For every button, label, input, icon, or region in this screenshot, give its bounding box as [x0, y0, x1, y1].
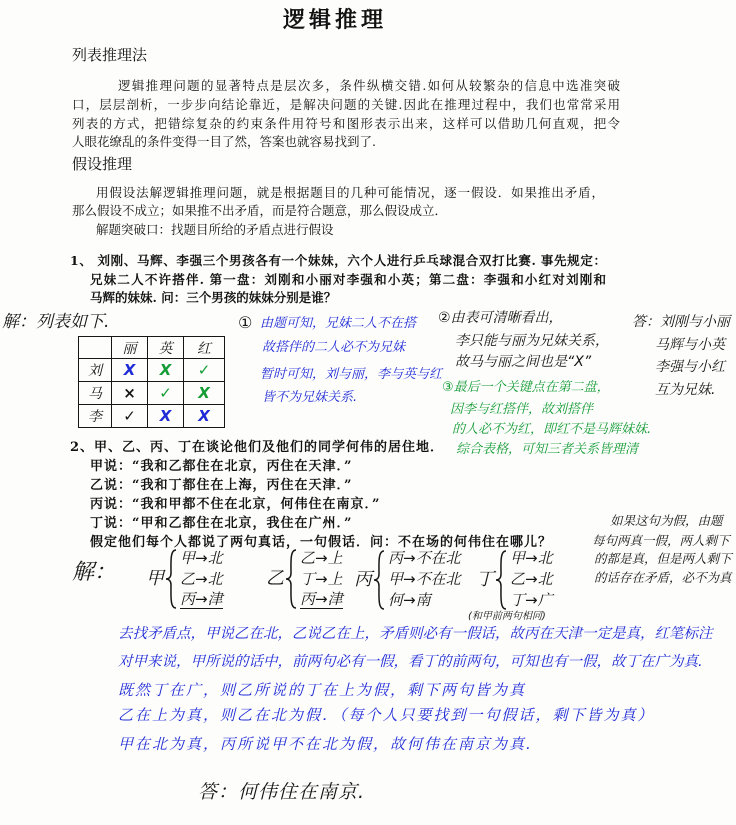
problem1-answer-line: 互为兄妹. [655, 382, 716, 398]
group-speaker: 丁 [476, 568, 494, 590]
note2-line: ②由表可清晰看出， [438, 310, 563, 326]
claim: 甲→不在北 [388, 570, 461, 588]
note1-line: 由题可知，兄妹二人不在搭 [260, 316, 417, 331]
group-speaker: 丙 [354, 568, 372, 590]
note1-marker: ① [238, 313, 253, 332]
table-mark: X [123, 361, 136, 379]
table-mark: ✓ [159, 384, 172, 402]
claim: 乙→上 [300, 549, 343, 567]
note1-line: 故搭伴的二人必不为兄妹 [262, 340, 406, 355]
table-column-header: 丽 [112, 337, 148, 359]
group-speaker: 乙 [266, 568, 284, 590]
claim-marked: 丙→津 [300, 590, 343, 608]
paragraph-line: 列表的方式，把错综复杂的约束条件用符号和图形表示出来，这样可以借助几何直观，把令 [72, 116, 620, 131]
paragraph-line: 人眼花缭乱的条件变得一目了然，答案也就容易找到了. [72, 134, 376, 149]
section-heading-assumption: 假设推理 [72, 155, 133, 173]
page-title: 逻辑推理 [283, 7, 388, 33]
claim-group-ding [476, 548, 553, 611]
claim-group-jia [146, 548, 223, 611]
group-speaker: 甲 [146, 568, 164, 590]
claim-group-yi [266, 548, 343, 611]
problem1-answer-line: 李强与小红 [655, 359, 725, 375]
paragraph-line: 用假设法解逻辑推理问题，就是根据题目的几种可能情况，逐一假设．如果推出矛盾， [96, 185, 604, 200]
table-row [79, 359, 225, 382]
problem2-line: 丁说：“甲和乙都住在北京，我住在广州．” [90, 516, 353, 531]
table-mark: ✓ [123, 407, 136, 425]
claim: 甲→北 [180, 549, 223, 567]
problem2-answer: 答：何伟住在南京. [198, 781, 366, 803]
paragraph-line: 那么假设不成立；如果推不出矛盾，而是符合题意，那么假设成立． [72, 203, 448, 218]
claim-marked: 丙→津 [180, 590, 223, 608]
table-mark: × [123, 384, 136, 402]
problem1-answer-line: 马辉与小英 [655, 337, 725, 353]
claim: 丁→广 [510, 591, 553, 609]
reasoning-line: 乙在上为真，则乙在北为假．（每个人只要找到一句假话，剩下皆为真） [118, 706, 655, 724]
table-mark: X [159, 407, 172, 425]
claim: 何→南 [388, 591, 431, 609]
table-row [79, 382, 225, 405]
table-mark: X [198, 384, 210, 402]
problem1-line: 马辉的妹妹. 问：三个男孩的妹妹分别是谁？ [90, 290, 337, 305]
note2-line: 故马与丽之间也是“X” [455, 354, 592, 370]
table-row-label: 刘 [79, 359, 112, 382]
group-brace [373, 549, 385, 611]
side-note-line: 的话存在矛盾，必不为真 [594, 570, 732, 585]
table-mark: X [159, 361, 172, 379]
table-column-header: 红 [184, 337, 225, 359]
table-row-label: 马 [79, 382, 112, 405]
problem1-answer-line: 答：刘刚与小丽 [632, 314, 730, 330]
claim: 丙→不在北 [388, 549, 461, 567]
problem1-solution-label: 解：列表如下. [2, 312, 110, 332]
table-row-label: 李 [79, 405, 112, 428]
claim: 乙→北 [180, 570, 223, 588]
claim: 乙→北 [510, 570, 553, 588]
problem2-line: 乙说：“我和丁都住在上海，丙住在天津．” [90, 478, 353, 493]
claim-group-bing [354, 548, 461, 611]
group-brace [285, 548, 297, 610]
reasoning-line: 甲在北为真，丙所说甲不在北为假，故何伟在南京为真. [118, 735, 533, 753]
sibling-table [78, 336, 225, 428]
note2-line: 李只能与丽为兄妹关系， [455, 333, 609, 349]
side-note-line: 每句两真一假，两人剩下 [592, 533, 730, 548]
reasoning-line: 既然丁在广，则乙所说的丁在上为假，剩下两句皆为真 [118, 681, 527, 699]
problem2-line: 假定他们每个人都说了两句真话，一句假话．问：不在场的何伟住在哪儿？ [90, 535, 553, 550]
note3-line: 因李与红搭伴，故刘搭伴 [450, 402, 594, 417]
note1-line: 皆不为兄妹关系. [262, 390, 358, 405]
claim: 甲→北 [510, 549, 553, 567]
paragraph-line: 口，层层剖析，一步步向结论靠近，是解决问题的关键.因此在推理过程中，我们也常常采用 [72, 97, 620, 112]
paragraph-line: 逻辑推理问题的显著特点是层次多，条件纵横交错.如何从较繁杂的信息中选准突破 [118, 78, 620, 93]
group-brace [165, 548, 177, 610]
note1-line: 暂时可知，刘与丽，李与英与红 [260, 367, 443, 382]
problem2-line: 甲说：“我和乙都住在北京，丙住在天津．” [90, 459, 353, 474]
section-heading-list-method: 列表推理法 [72, 46, 148, 64]
note3-line: 综合表格，可知三者关系皆理清 [456, 442, 639, 457]
table-column-header: 英 [148, 337, 184, 359]
problem2-line: 丙说：“我和甲都不住在北京，何伟住在南京．” [90, 497, 381, 512]
group-brace [495, 549, 507, 611]
problem2-solution-label: 解： [72, 560, 117, 585]
reasoning-line: 对甲来说，甲所说的话中，前两句必有一假，看丁的前两句，可知也有一假，故丁在广为真. [118, 654, 703, 670]
reasoning-line: 去找矛盾点，甲说乙在北，乙说乙在上，矛盾则必有一假话，故丙在天津一定是真，红笔标注 [118, 626, 713, 642]
table-corner-cell [79, 337, 112, 359]
table-row [79, 405, 225, 428]
side-note-line: 如果这句为假，由题 [610, 513, 723, 528]
table-mark: X [198, 407, 210, 425]
table-mark: ✓ [197, 361, 211, 379]
problem1-line: 兄妹二人不许搭伴. 第一盘：刘刚和小丽对李强和小英；第二盘：李强和小红对刘刚和 [90, 272, 606, 287]
note3-line: ③最后一个关键点在第二盘， [442, 380, 610, 395]
claim: 丁→上 [300, 570, 343, 588]
breakthrough-line: 解题突破口：找题目所给的矛盾点进行假设 [96, 222, 334, 237]
problem2-line: 2、甲、乙、丙、丁在谈论他们及他们的同学何伟的居住地． [70, 440, 445, 455]
note3-line: 的人必不为红，即红不是马辉妹妹. [452, 422, 652, 437]
side-note-line: 的都是真，但是两人剩下 [594, 551, 732, 566]
problem1-line: 1、 刘刚、马辉、李强三个男孩各有一个妹妹，六个人进行乒乓球混合双打比赛. 事先规定： [70, 253, 606, 268]
inline-note: (和甲前两句相同) [468, 611, 546, 622]
